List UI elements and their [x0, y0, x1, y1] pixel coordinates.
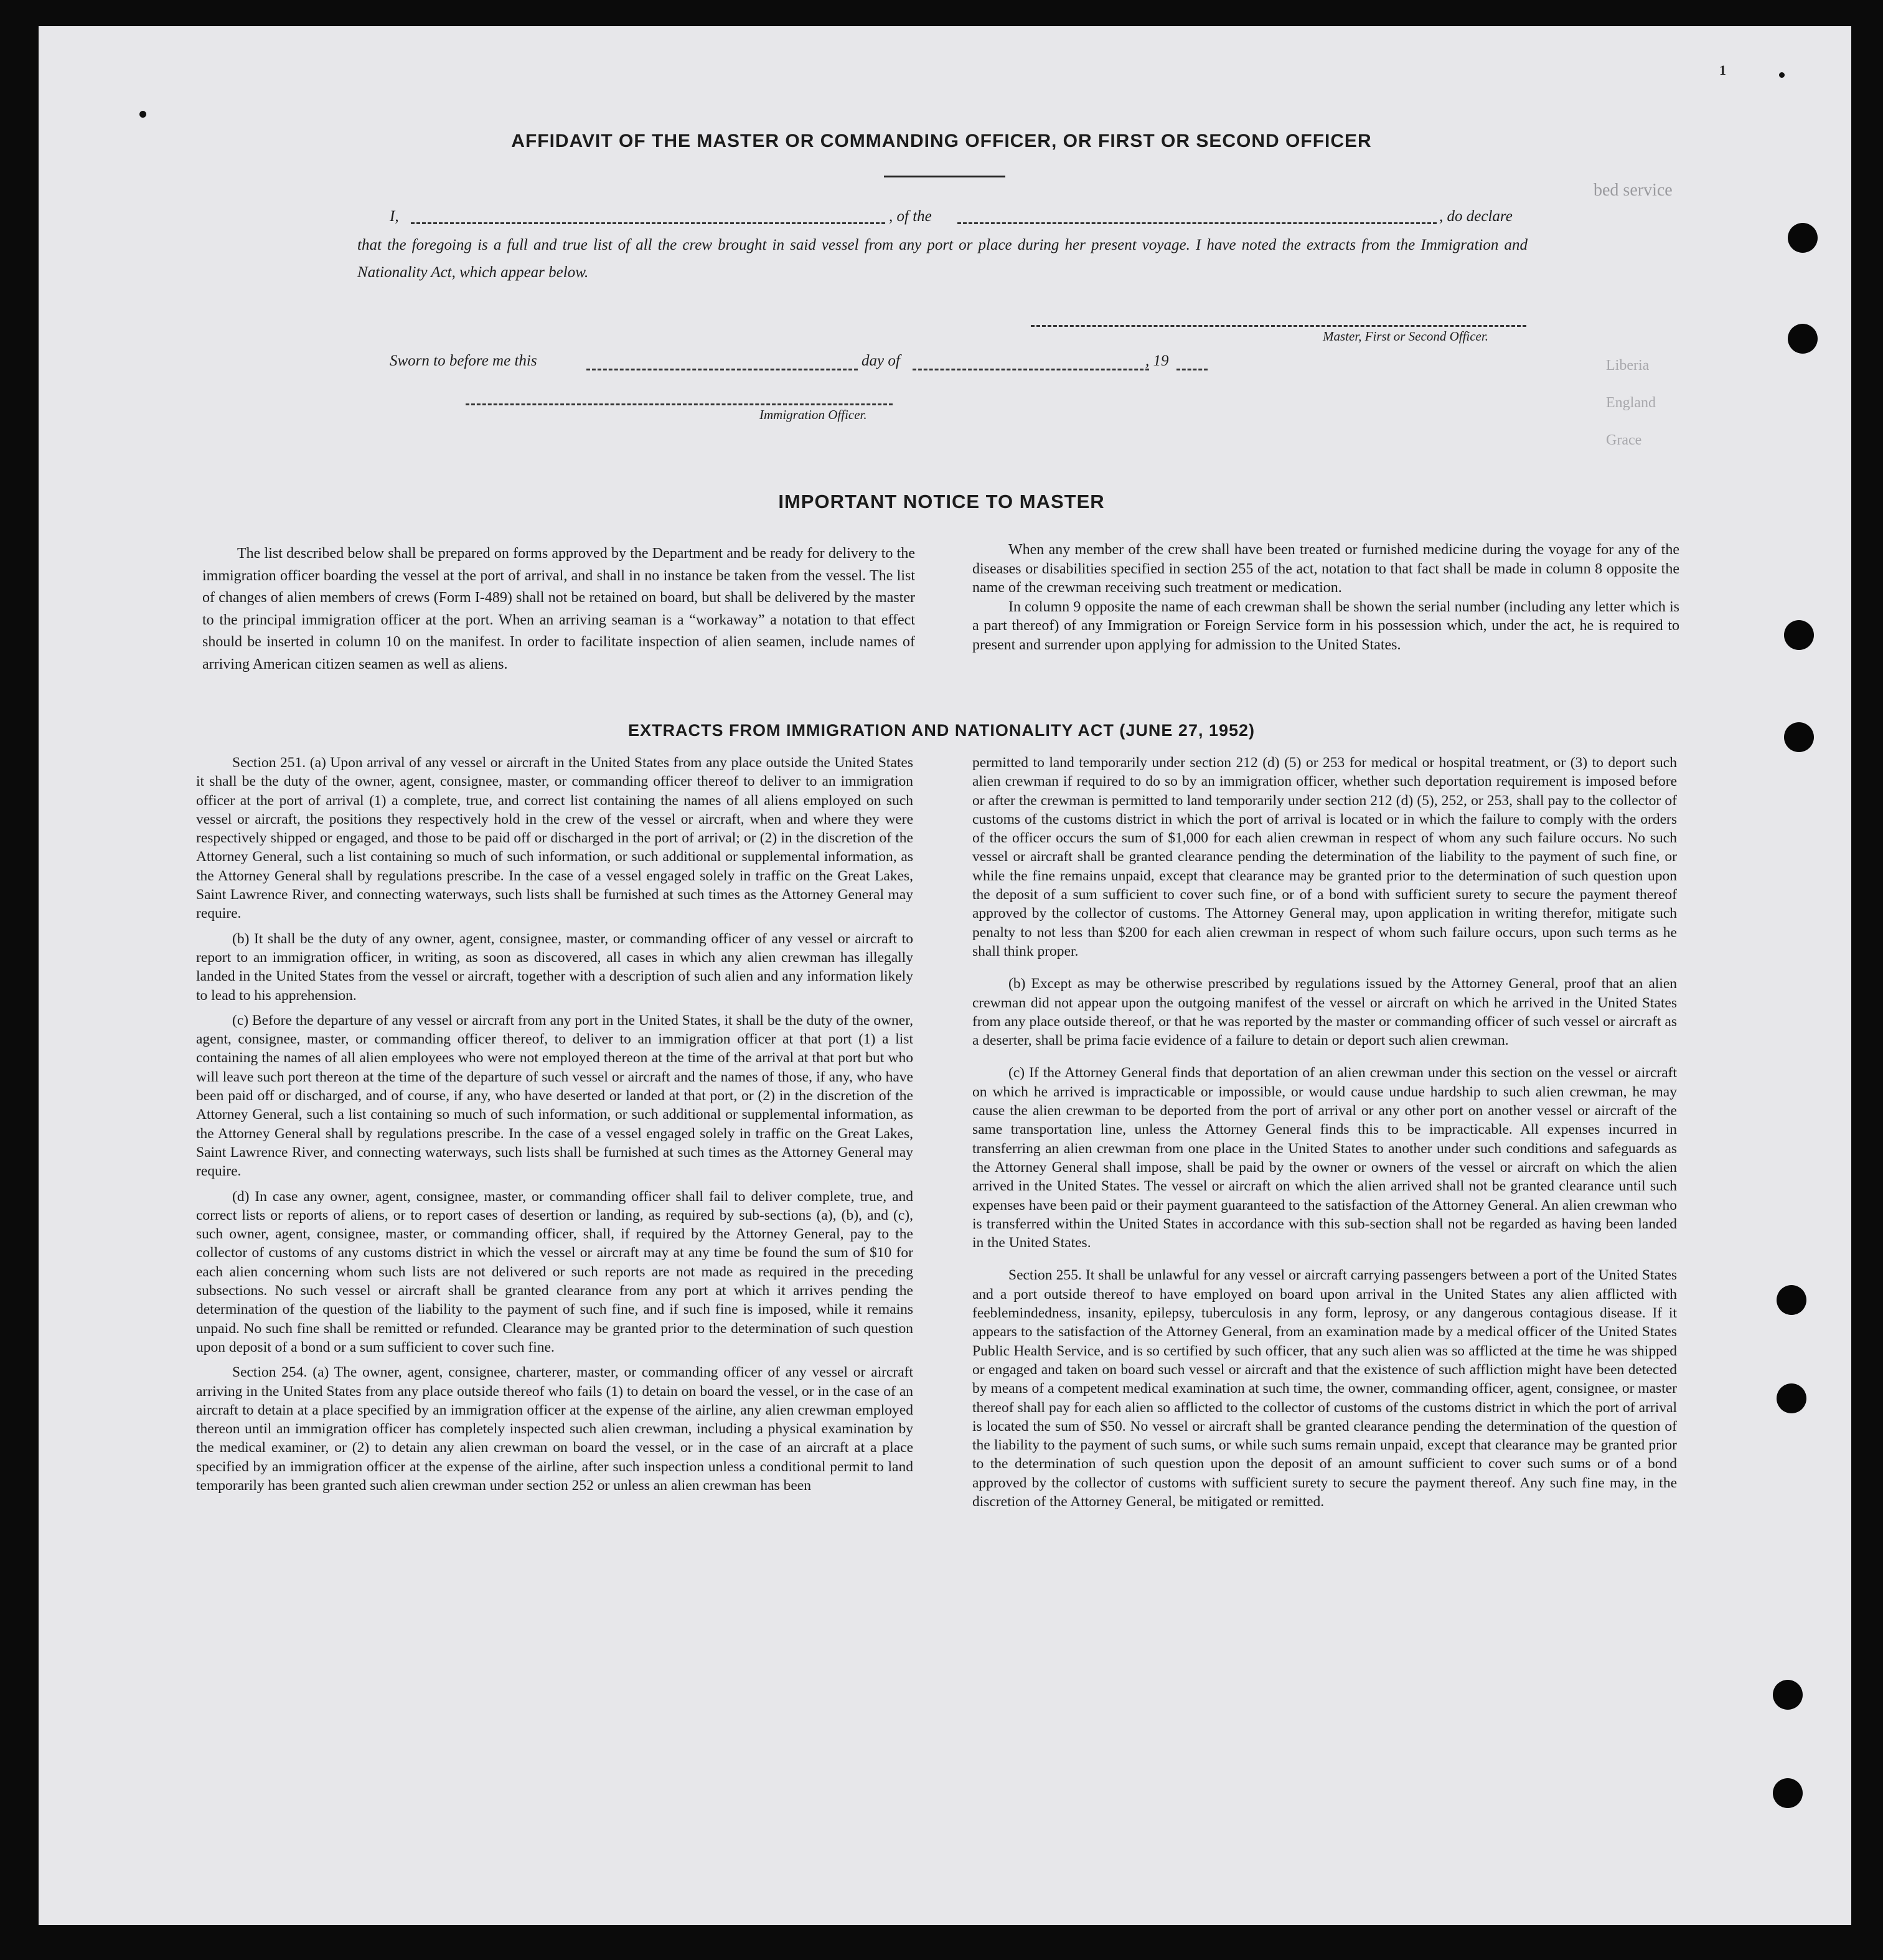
name-blank-line — [411, 222, 885, 224]
section-251-c: (c) Before the departure of any vessel or aircraft from any port in the United States, it shall be the duty of the owner, agent, consignee, master, or commanding officer thereof, to deliver to an immigration officer at that port (1) a list containing the names of all alien employees who were not employed thereon at the time of the arrival at that port but who will leave such port thereon at the time of the departure of such vessel or aircraft and the names of those, if any, who have been paid off or discharged, and of course, if any, who have deserted or landed at that port, or (2) in the discretion of the Attorney General, such a list containing so much of such information, or such additional or supplemental information, as the Attorney General shall by regulations prescribe. In the case of a vessel engaged solely in traffic on the Great Lakes, Saint Lawrence River, and connecting waterways, such lists shall be furnished at such times as the Attorney General may require. — [196, 1012, 913, 1180]
punch-hole — [1777, 1383, 1806, 1413]
punch-hole — [1773, 1680, 1803, 1710]
notice-right-paragraph-1: When any member of the crew shall have been treated or furnished medicine during the voyage for any of the diseases or disabilities specified in section 255 of the act, notation to that fact shall be made in column 8 opposite the name of the crewman receiving such treatment or medication. — [972, 542, 1679, 596]
bleed-through-text: Liberia — [1606, 357, 1650, 374]
master-label: Master, First or Second Officer. — [1323, 329, 1488, 344]
affidavit-declare-label: , do declare — [1439, 208, 1513, 225]
punch-hole — [1788, 223, 1818, 253]
speck-mark — [139, 111, 146, 118]
section-251-b: (b) It shall be the duty of any owner, agent, consignee, master, or commanding officer of any vessel or aircraft to report to an immigration officer, in writing, as soon as discovered, all cases in which any alien crewman has illegally landed in the United States from the vessel or aircraft, together with a description of such alien and any information likely to lead to his apprehension. — [196, 930, 913, 1004]
extracts-title: EXTRACTS FROM IMMIGRATION AND NATIONALITY ACT (JUNE 27, 1952) — [627, 721, 1256, 740]
affidavit-title: AFFIDAVIT OF THE MASTER OR COMMANDING OFFICER, OR FIRST OR SECOND OFFICER — [511, 131, 1372, 151]
affidavit-i-label: I, — [390, 208, 399, 225]
officer-label: Immigration Officer. — [759, 407, 867, 422]
master-signature-line — [1031, 325, 1526, 327]
section-255: Section 255. It shall be unlawful for any vessel or aircraft carrying passengers between a port of the United States and a port outside thereof to have employed on board upon arrival in the United States any alien afflicted with feeblemindedness, insanity, epilepsy, tuberculosis in any form, leprosy, or any dangerous contagious disease. If it appears to the satisfaction of the Attorney General, from an examination made by a medical officer of the United States Public Health Service, and is so certified by such officer, that any such alien was so afflicted at the time he was shipped or engaged and taken on board such vessel or aircraft and that the existence of such affliction might have been detected by means of a competent medical examination at such time, the owner, commanding officer, agent, consignee, or master thereof shall pay for each alien so afflicted to the collector of customs of the customs district in which the port of arrival is located the sum of $50. No vessel or aircraft shall be granted clearance pending the determination of the question of the liability to the payment of such sums, or while such sums remain unpaid, except that clearance may be granted prior to the determination of such question upon the deposit of an amount sufficient to cover such sums or of a bond approved by the collector of customs with sufficient surety to secure the payment thereof. Any such fine may, in the discretion of the Attorney General, be mitigated or remitted. — [972, 1267, 1677, 1510]
bleed-through-text: England — [1606, 395, 1656, 411]
notice-left-paragraph: The list described below shall be prepared on forms approved by the Department and be ready for delivery to the immigration officer boarding the vessel at the port of arrival, and shall in no instance be taken from the vessel. The list of changes of alien members of crews (Form I-489) shall not be retained on board, but shall be delivered by the master to the principal immigration officer at the port. When an arriving seaman is a “workaway” a notation to that effect should be inserted in column 10 on the manifest. In order to facilitate inspection of alien seamen, include names of arriving American citizen seamen as well as aliens. — [202, 545, 915, 672]
punch-hole — [1788, 324, 1818, 354]
speck-mark — [1779, 72, 1785, 78]
notice-right-column — [972, 540, 1679, 661]
extracts-right-column — [972, 753, 1677, 1517]
sworn-year-line — [1176, 369, 1208, 370]
officer-signature-line — [466, 403, 893, 405]
section-254-a: Section 254. (a) The owner, agent, consignee, charterer, master, or commanding officer of any vessel or aircraft arriving in the United States from any place outside thereof who fails (1) to detain on board the vessel, or in the case of an aircraft to detain at a place specified by an immigration officer at the expense of the airline, any alien crewman employed thereon until an immigration officer has completely inspected such alien crewman, including a physical examination by the medical examiner, or (2) to detain any alien crewman on board the vessel, or in the case of an aircraft at a place specified by an immigration officer at the expense of the airline, after such inspection unless a conditional permit to land temporarily has been granted such alien crewman under section 252 or unless an alien crewman has been — [196, 1364, 913, 1494]
day-of-label: day of — [862, 352, 900, 369]
notice-right-paragraph-2: In column 9 opposite the name of each crewman shall be shown the serial number (including any letter which is a part thereof) of any Immigration or Foreign Service form in his possession which, under the act, he is required to present and surrender upon applying for admission to the United States. — [972, 598, 1679, 653]
year-label: , 19 — [1145, 352, 1169, 369]
punch-hole — [1777, 1285, 1806, 1315]
section-251-a: Section 251. (a) Upon arrival of any vessel or aircraft in the United States from any place outside the United States it shall be the duty of the owner, agent, consignee, master, or commanding officer thereof to deliver to an immigration officer at the port of arrival (1) a complete, true, and correct list containing the names of all aliens employed on such vessel or aircraft, the positions they respectively hold in the crew of the vessel or aircraft, when and where they were respectively shipped or engaged, and those to be paid off or discharged in the port of arrival; or (2) in the discretion of the Attorney General, such a list containing so much of such information, or such additional or supplemental information, as the Attorney General shall by regulations prescribe. In the case of a vessel engaged solely in traffic on the Great Lakes, Saint Lawrence River, and connecting waterways, such lists shall be furnished at such times as the Attorney General may require. — [196, 755, 913, 922]
sworn-month-line — [913, 369, 1149, 370]
sworn-label: Sworn to before me this — [390, 352, 537, 369]
punch-hole — [1773, 1778, 1803, 1808]
section-254-b: (b) Except as may be otherwise prescribed by regulations issued by the Attorney General, proof that an alien crewman did not appear upon the outgoing manifest of the vessel or aircraft on which he arrived in the United States from any place outside thereof, or that he was reported by the master or commanding officer of such vessel or aircraft as a deserter, shall be prima facie evidence of a failure to detain or deport such alien crewman. — [972, 976, 1677, 1049]
notice-title: IMPORTANT NOTICE TO MASTER — [778, 491, 1105, 512]
affidavit-of-the-label: , of the — [889, 208, 932, 225]
section-251-d: (d) In case any owner, agent, consignee, master, or commanding officer shall fail to deliver complete, true, and correct lists or reports of aliens, or to report cases of desertion or landing, as required by sub-sections (a), (b), and (c), such owner, agent, consignee, master, or commanding officer, shall, if required by the Attorney General, pay to the collector of customs of any customs district in which the vessel or aircraft may at any time be found the sum of $10 for each alien concerning whom such lists are not delivered or such reports are not made as required in the preceding subsections. No such vessel or aircraft shall be granted clearance from any port at which it arrives pending the determination of the question of the liability to the payment of such fine, and if such fine is imposed, while it remains unpaid. No such fine shall be remitted or refunded. Clearance may be granted prior to the determination of such question upon deposit of a bond or a sum sufficient to cover such fine. — [196, 1188, 913, 1355]
punch-hole — [1784, 620, 1814, 650]
page-number: 1 — [1719, 62, 1726, 78]
vessel-blank-line — [957, 222, 1437, 224]
bleed-through-text: bed service — [1594, 181, 1673, 200]
sworn-day-line — [586, 369, 858, 370]
affidavit-text: that the foregoing is a full and true list of all the crew brought in said vessel from any port or place during her present voyage. I have noted the extracts from the Immigration and Nationality Act, which appear below. — [357, 237, 1528, 281]
section-254-c: (c) If the Attorney General finds that deportation of an alien crewman under this section on the vessel or aircraft on which he arrived is impracticable or impossible, or would cause undue hardship to such alien crewman, he may cause the alien crewman to be deported from the port of arrival or any other port on another vessel or aircraft of the same transportation line, unless the Attorney General finds this to be impracticable. All expenses incurred in transferring an alien crewman from one place in the United States to another under such conditions and safeguards as the Attorney General shall impose, shall be paid by the owner or owners of the vessel or aircraft on which the alien arrived in the United States. The vessel or aircraft on which the alien arrived shall not be granted clearance until such expenses have been paid or their payment guaranteed to the satisfaction of the Attorney General. An alien crewman who is transferred within the United States in accordance with this sub-section shall not be regarded as having been landed in the United States. — [972, 1065, 1677, 1251]
notice-left-column — [202, 543, 915, 682]
extracts-left-column — [196, 753, 913, 1501]
bleed-through-text: Grace — [1606, 432, 1642, 448]
title-rule — [884, 176, 1005, 177]
section-254-a-continued: permitted to land temporarily under section 212 (d) (5) or 253 for medical or hospital treatment, or (3) to deport such alien crewman if required to do so by an immigration officer, whether such deportation requirement is imposed before or after the crewman is permitted to land temporarily under section 212 (d) (5), 252, or 253, shall pay to the collector of customs of the customs district in which the port of arrival is located or in which the failure to comply with the orders of the officer occurs the sum of $1,000 for each alien crewman in respect of whom any such failure occurs. No such vessel or aircraft shall be granted clearance pending the determination of the liability to the payment of such fine, or while the fine remains unpaid, except that clearance may be granted prior to the determination of such question upon the deposit of a sum sufficient to cover such fine, or of a bond with sufficient surety to secure the payment thereof approved by the collector of customs. The Attorney General may, upon application in writing therefor, mitigate such penalty to not less than $200 for each alien crewman in respect of whom such failure occurs, upon such terms as he shall think proper. — [972, 755, 1677, 959]
